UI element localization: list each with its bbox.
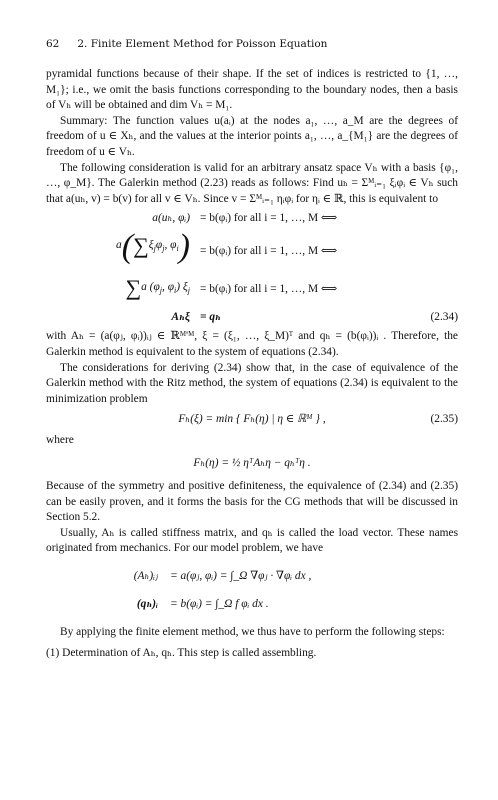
equation-number-2-34: (2.34): [430, 311, 458, 324]
equation-qh-lhs: (qₕ)ᵢ: [136, 597, 158, 610]
step-1-assembling: (1) Determination of Aₕ, qₕ. This step is called assembling.: [46, 647, 317, 660]
equation-row-3-rhs: = b(φᵢ) for all i = 1, …, M ⟺: [200, 283, 338, 296]
equation-fh-text: Fₕ(η) = ½ ηᵀAₕη − qₕᵀη .: [193, 456, 311, 469]
equation-row-3: [46, 274, 458, 308]
paragraph-stiffness: Usually, Aₕ is called stiffness matrix, and qₕ is called the load vector. These names originated from mechanics. For our model problem, we have: [46, 526, 458, 555]
paragraph-pyramidal: pyramidal functions because of their shape. If the set of indices is restricted to {1, …, M₁}; i.e., we omit the basis functions corresponding to the boundary nodes, then a basis of Vₕ will be obtained and dim Vₕ = M₁.: [46, 68, 458, 112]
equation-2-35-text: Fₕ(ξ) = min { Fₕ(η) | η ∈ ℝᴹ } ,: [178, 413, 326, 426]
paragraph-with-ah: with Aₕ = (a(φⱼ, φᵢ))ᵢⱼ ∈ ℝᴹ'ᴹ, ξ = (ξ₁, …, ξ_M)ᵀ and qₕ = (b(φᵢ))ᵢ . Therefore, the Galerkin method is equivalent to the system of equations (2.34).: [46, 330, 458, 358]
running-header: [46, 38, 327, 50]
equation-ah-entry: [46, 561, 458, 591]
equation-system: [46, 209, 458, 329]
equation-row-2: [46, 230, 458, 274]
equation-row-1-lhs: a(uₕ, φᵢ): [152, 212, 190, 225]
paragraph-steps-intro: By applying the finite element method, we thus have to perform the following steps:: [60, 625, 445, 638]
paragraph-galerkin: The following consideration is valid for an arbitrary ansatz space Vₕ with a basis {φ₁, …, φ_M}. The Galerkin method (2.23) reads as follows: Find uₕ = Σᴹᵢ₌₁ ξᵢφᵢ ∈ Vₕ such that a(uₕ, v) = b(v) for all v ∈ Vₕ. Since v = Σᴹᵢ₌₁ ηᵢφᵢ for ηᵢ ∈ ℝ, this is equivalent to: [46, 161, 458, 205]
equation-ah-lhs: (Aₕ)ᵢⱼ: [133, 569, 158, 582]
word-where: where: [46, 434, 74, 447]
paragraph-symmetry: Because of the symmetry and positive definiteness, the equivalence of (2.34) and (2.35) can be easily proven, and it forms the basis for the CG methods that will be discussed in Section 5.2.: [46, 479, 458, 524]
equation-qh-entry: [46, 591, 458, 621]
page-number: 62: [46, 38, 60, 50]
paragraph-ritz: The considerations for deriving (2.34) show that, in the case of equivalence of the Galerkin method with the Ritz method, the system of equations (2.34) is equivalent to the minimization problem: [46, 361, 458, 405]
equation-ah-rhs: = a(φⱼ, φᵢ) = ∫_Ω ∇φⱼ · ∇φᵢ dx ,: [170, 569, 312, 582]
running-title: 2. Finite Element Method for Poisson Equation: [77, 38, 328, 50]
equation-row-1: [46, 209, 458, 230]
equation-row-3-lhs: ∑a ($\varphi_j$, $\varphi_i$) $\xi_j$: [125, 275, 190, 301]
paragraph-summary: Summary: The function values u(aᵢ) at the nodes a₁, …, a_M are the degrees of freedom of u ∈ Xₕ, and the values at the interior points a₁, …, a_{M₁} are the degrees of freedom of u ∈ Vₕ.: [46, 114, 458, 158]
equation-row-1-rhs: = b(φᵢ) for all i = 1, …, M ⟺: [200, 212, 338, 225]
equation-row-2-lhs: $a(\sum\xi_j\varphi_j$, $\varphi_i$): [116, 228, 190, 266]
equation-fh: [46, 449, 458, 479]
equation-2-35: [46, 407, 458, 433]
equation-row-4-rhs: = qₕ: [200, 311, 221, 324]
page-body: [46, 67, 458, 662]
equation-row-4-lhs: Aₕξ: [171, 311, 190, 324]
equation-matrix-defs: [46, 561, 458, 621]
equation-number-2-35: (2.35): [430, 413, 458, 426]
equation-qh-rhs: = b(φᵢ) = ∫_Ω f φᵢ dx .: [170, 597, 269, 610]
equation-row-2-rhs: = b(φᵢ) for all i = 1, …, M ⟺: [200, 245, 338, 258]
equation-row-4: [46, 308, 458, 329]
